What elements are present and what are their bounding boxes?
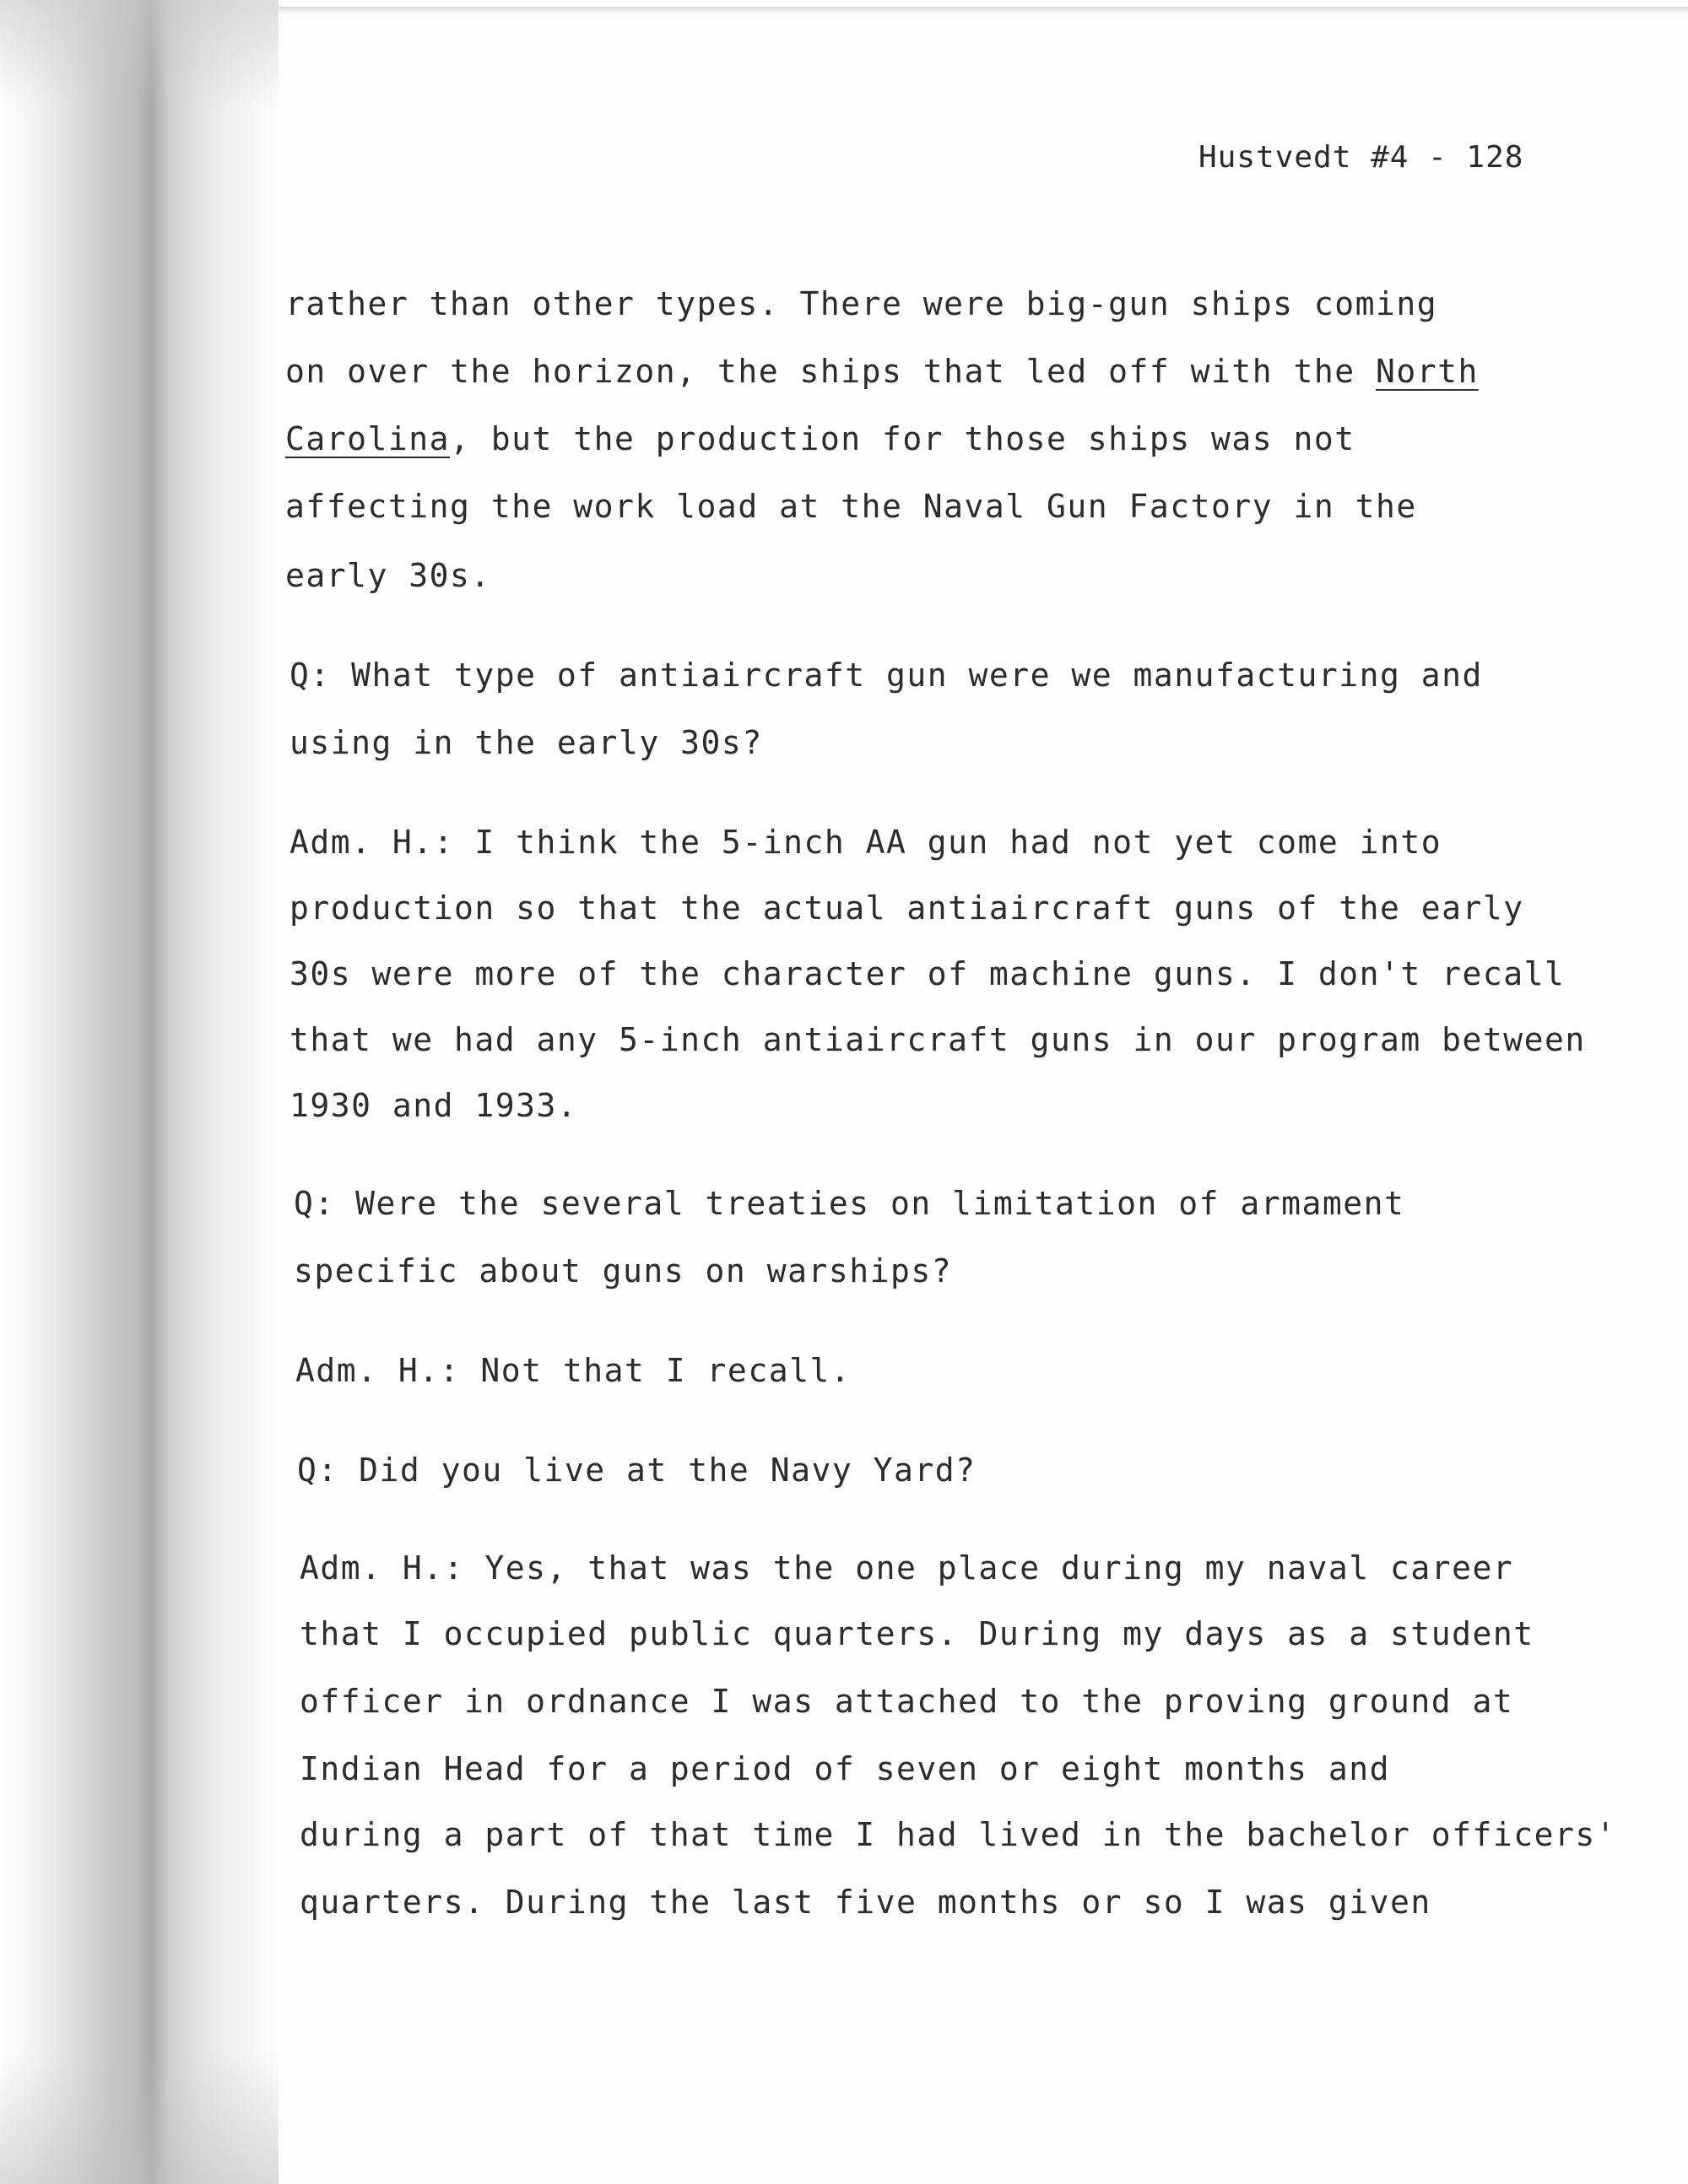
text-line: specific about guns on warships? xyxy=(294,1252,953,1289)
text-line: that we had any 5-inch antiaircraft guns in our program between xyxy=(289,1021,1586,1058)
text-line: rather than other types. There were big-gun ships coming xyxy=(285,285,1438,322)
text-line: quarters. During the last five months or so I was given xyxy=(300,1884,1431,1921)
text-line: production so that the actual antiaircraft guns of the early xyxy=(289,889,1524,927)
text-line: during a part of that time I had lived in the bachelor officers' xyxy=(300,1816,1617,1853)
ship-name-carolina: Carolina xyxy=(285,420,451,457)
page-header: Hustvedt #4 - 128 xyxy=(1198,140,1524,175)
text-line: affecting the work load at the Naval Gun Factory in the xyxy=(285,488,1417,525)
page-top-edge xyxy=(253,7,1688,15)
text-span: on over the horizon, the ships that led off with the xyxy=(285,353,1377,390)
spine-shadow-bottom xyxy=(0,2051,279,2184)
text-line: 30s were more of the character of machine guns. I don't recall xyxy=(289,955,1566,992)
text-line xyxy=(285,420,1355,457)
text-line: officer in ordnance I was attached to the proving ground at xyxy=(300,1683,1514,1720)
text-line: Q: Did you live at the Navy Yard? xyxy=(297,1451,977,1489)
ship-name-north: North xyxy=(1376,353,1479,390)
text-span: , but the production for those ships was not xyxy=(450,420,1355,457)
text-line: using in the early 30s? xyxy=(289,724,763,761)
text-line: 1930 and 1933. xyxy=(289,1087,578,1124)
text-line: Q: What type of antiaircraft gun were we manufacturing and xyxy=(289,657,1483,694)
spine-shadow-top xyxy=(0,0,279,110)
text-line: Adm. H.: I think the 5-inch AA gun had not yet come into xyxy=(289,824,1442,861)
text-line: Indian Head for a period of seven or eight months and xyxy=(300,1750,1391,1787)
text-line: that I occupied public quarters. During my days as a student xyxy=(300,1615,1534,1652)
text-line: Adm. H.: Not that I recall. xyxy=(295,1352,852,1389)
text-line: Q: Were the several treaties on limitation of armament xyxy=(294,1185,1405,1222)
text-line: Adm. H.: Yes, that was the one place during my naval career xyxy=(300,1549,1514,1587)
text-line xyxy=(285,353,1479,390)
text-line: early 30s. xyxy=(285,557,491,594)
binding-spine-shadow xyxy=(0,0,279,2184)
